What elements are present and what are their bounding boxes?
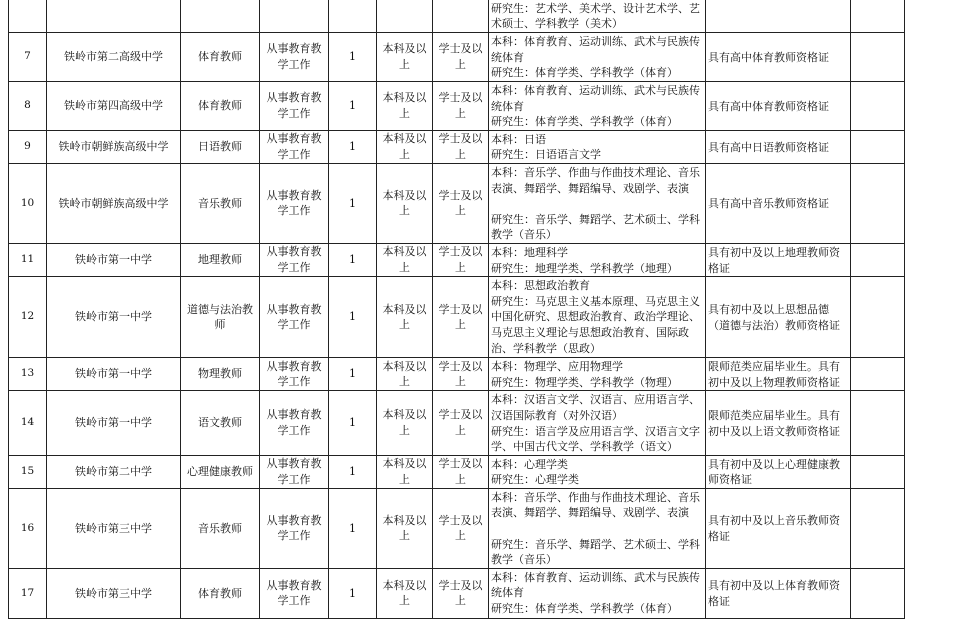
major-line: 研究生：日语语言文学 xyxy=(491,148,601,162)
major-line: 本科：心理学类 xyxy=(491,457,568,471)
major-cell xyxy=(489,568,706,618)
school-name: 铁岭市第一中学 xyxy=(47,358,181,391)
major-line: 研究生：音乐学、舞蹈学、艺术硕士、学科 xyxy=(491,537,700,551)
major-line: 术硕士、学科教学（美术） xyxy=(491,17,623,31)
requirement-cell: 具有高中音乐教师资格证 xyxy=(706,163,851,243)
education-requirement: 本科及以上 xyxy=(377,277,433,358)
major-line: 教学（音乐） xyxy=(491,553,557,567)
major-line: 研究生：心理学类 xyxy=(491,473,579,487)
degree-requirement: 学士及以上 xyxy=(433,243,489,276)
degree-requirement: 学士及以上 xyxy=(433,82,489,131)
position-name: 日语教师 xyxy=(181,130,260,163)
school-name: 铁岭市第一中学 xyxy=(47,243,181,276)
position-name: 音乐教师 xyxy=(181,163,260,243)
major-cell xyxy=(489,391,706,455)
row-number: 16 xyxy=(9,488,47,568)
duty-description: 从事教育教学工作 xyxy=(260,391,329,455)
major-line: 治、学科教学（思政） xyxy=(491,341,601,355)
row-number: 10 xyxy=(9,163,47,243)
position-name: 体育教师 xyxy=(181,33,260,82)
major-line: 研究生：马克思主义基本原理、马克思主义 xyxy=(491,294,700,308)
major-line: 研究生：音乐学、舞蹈学、艺术硕士、学科 xyxy=(491,212,700,226)
major-line: 研究生：语言学及应用语言学、汉语言文字 xyxy=(491,424,700,438)
duty-description: 从事教育教学工作 xyxy=(260,568,329,618)
remark-cell xyxy=(851,82,905,131)
education-requirement: 本科及以上 xyxy=(377,130,433,163)
remark-cell xyxy=(851,163,905,243)
hire-count: 1 xyxy=(329,130,377,163)
education-requirement: 本科及以上 xyxy=(377,568,433,618)
degree-requirement: 学士及以上 xyxy=(433,488,489,568)
major-line: 表演、舞蹈学、舞蹈编导、戏剧学、表演 xyxy=(491,506,689,520)
major-cell xyxy=(489,277,706,358)
requirement-cell: 具有高中体育教师资格证 xyxy=(706,82,851,131)
empty-cell xyxy=(377,0,433,33)
major-cell xyxy=(489,33,706,82)
table-row xyxy=(9,568,905,618)
table-row xyxy=(9,163,905,243)
empty-cell xyxy=(47,0,181,33)
requirement-cell: 限师范类应届毕业生。具有初中及以上物理教师资格证 xyxy=(706,358,851,391)
hire-count: 1 xyxy=(329,82,377,131)
school-name: 铁岭市朝鲜族高级中学 xyxy=(47,130,181,163)
major-line: 本科：体育教育、运动训练、武术与民族传 xyxy=(491,84,700,97)
row-number: 11 xyxy=(9,243,47,276)
table-row xyxy=(9,455,905,488)
table-row xyxy=(9,358,905,391)
major-cell xyxy=(489,488,706,568)
duty-description: 从事教育教学工作 xyxy=(260,455,329,488)
major-line: 研究生：物理学类、学科教学（物理） xyxy=(491,375,678,389)
hire-count: 1 xyxy=(329,391,377,455)
row-number: 8 xyxy=(9,82,47,131)
empty-cell xyxy=(329,0,377,33)
empty-cell xyxy=(433,0,489,33)
major-line: 统体育 xyxy=(491,586,524,600)
hire-count: 1 xyxy=(329,455,377,488)
position-name: 物理教师 xyxy=(181,358,260,391)
major-line: 研究生：体育学类、学科教学（体育） xyxy=(491,602,678,616)
position-name: 音乐教师 xyxy=(181,488,260,568)
remark-cell xyxy=(851,488,905,568)
school-name: 铁岭市第四高级中学 xyxy=(47,82,181,131)
remark-cell xyxy=(851,0,905,33)
major-line: 本科：体育教育、运动训练、武术与民族传 xyxy=(491,570,700,584)
education-requirement: 本科及以上 xyxy=(377,488,433,568)
degree-requirement: 学士及以上 xyxy=(433,358,489,391)
major-line: 表演、舞蹈学、舞蹈编导、戏剧学、表演 xyxy=(491,181,689,195)
major-line: 统体育 xyxy=(491,99,524,113)
major-line: 研究生：体育学类、学科教学（体育） xyxy=(491,66,678,80)
major-cell xyxy=(489,82,706,131)
degree-requirement: 学士及以上 xyxy=(433,33,489,82)
school-name: 铁岭市第一中学 xyxy=(47,391,181,455)
position-name: 道德与法治教师 xyxy=(181,277,260,358)
remark-cell xyxy=(851,33,905,82)
requirement-cell: 具有初中及以上音乐教师资格证 xyxy=(706,488,851,568)
hire-count: 1 xyxy=(329,163,377,243)
table-row xyxy=(9,243,905,276)
major-cell xyxy=(489,130,706,163)
hire-count: 1 xyxy=(329,243,377,276)
empty-cell xyxy=(181,0,260,33)
school-name: 铁岭市第二中学 xyxy=(47,455,181,488)
row-number: 12 xyxy=(9,277,47,358)
major-line: 马克思主义理论与思想政治教育、国际政 xyxy=(491,325,689,339)
major-line: 研究生：地理学类、学科教学（地理） xyxy=(491,261,678,275)
degree-requirement: 学士及以上 xyxy=(433,455,489,488)
row-number: 9 xyxy=(9,130,47,163)
empty-cell xyxy=(9,0,47,33)
school-name: 铁岭市第一中学 xyxy=(47,277,181,358)
education-requirement: 本科及以上 xyxy=(377,358,433,391)
major-cell xyxy=(489,358,706,391)
duty-description: 从事教育教学工作 xyxy=(260,130,329,163)
table-row xyxy=(9,391,905,455)
major-line: 本科：地理科学 xyxy=(491,245,568,259)
major-line xyxy=(491,521,703,537)
position-name: 心理健康教师 xyxy=(181,455,260,488)
requirement-cell xyxy=(706,0,851,33)
remark-cell xyxy=(851,243,905,276)
row-number: 13 xyxy=(9,358,47,391)
education-requirement: 本科及以上 xyxy=(377,33,433,82)
education-requirement: 本科及以上 xyxy=(377,82,433,131)
hire-count: 1 xyxy=(329,568,377,618)
duty-description: 从事教育教学工作 xyxy=(260,163,329,243)
requirement-cell: 具有初中及以上体育教师资格证 xyxy=(706,568,851,618)
position-name: 体育教师 xyxy=(181,568,260,618)
education-requirement: 本科及以上 xyxy=(377,243,433,276)
position-name: 体育教师 xyxy=(181,82,260,131)
major-line: 本科：音乐学、作曲与作曲技术理论、音乐 xyxy=(491,490,700,504)
major-cell xyxy=(489,163,706,243)
duty-description: 从事教育教学工作 xyxy=(260,82,329,131)
requirement-cell: 限师范类应届毕业生。具有初中及以上语文教师资格证 xyxy=(706,391,851,455)
recruitment-table xyxy=(8,0,905,619)
degree-requirement: 学士及以上 xyxy=(433,277,489,358)
major-line: 汉语国际教育（对外汉语） xyxy=(491,408,623,422)
major-line xyxy=(491,196,703,212)
row-number: 14 xyxy=(9,391,47,455)
education-requirement: 本科及以上 xyxy=(377,455,433,488)
table-row xyxy=(9,488,905,568)
major-line: 本科：物理学、应用物理学 xyxy=(491,360,623,374)
degree-requirement: 学士及以上 xyxy=(433,130,489,163)
school-name: 铁岭市第三中学 xyxy=(47,488,181,568)
major-cell xyxy=(489,455,706,488)
duty-description: 从事教育教学工作 xyxy=(260,277,329,358)
major-line: 统体育 xyxy=(491,50,524,64)
remark-cell xyxy=(851,455,905,488)
remark-cell xyxy=(851,391,905,455)
table-row xyxy=(9,33,905,82)
requirement-cell: 具有初中及以上地理教师资格证 xyxy=(706,243,851,276)
major-line: 本科：音乐学、作曲与作曲技术理论、音乐 xyxy=(491,165,700,179)
remark-cell xyxy=(851,358,905,391)
major-line: 本科：体育教育、运动训练、武术与民族传 xyxy=(491,35,700,48)
requirement-cell: 具有高中体育教师资格证 xyxy=(706,33,851,82)
major-line: 本科：汉语言文学、汉语言、应用语言学、 xyxy=(491,393,700,407)
table-row xyxy=(9,0,905,33)
requirement-cell: 具有高中日语教师资格证 xyxy=(706,130,851,163)
remark-cell xyxy=(851,277,905,358)
school-name: 铁岭市朝鲜族高级中学 xyxy=(47,163,181,243)
degree-requirement: 学士及以上 xyxy=(433,391,489,455)
duty-description: 从事教育教学工作 xyxy=(260,33,329,82)
table-row xyxy=(9,277,905,358)
position-name: 语文教师 xyxy=(181,391,260,455)
row-number: 15 xyxy=(9,455,47,488)
remark-cell xyxy=(851,568,905,618)
hire-count: 1 xyxy=(329,488,377,568)
row-number: 17 xyxy=(9,568,47,618)
education-requirement: 本科及以上 xyxy=(377,391,433,455)
row-number: 7 xyxy=(9,33,47,82)
hire-count: 1 xyxy=(329,358,377,391)
hire-count: 1 xyxy=(329,33,377,82)
hire-count: 1 xyxy=(329,277,377,358)
major-line: 研究生：体育学类、学科教学（体育） xyxy=(491,115,678,129)
requirement-cell: 具有初中及以上思想品德（道德与法治）教师资格证 xyxy=(706,277,851,358)
table-row xyxy=(9,130,905,163)
duty-description: 从事教育教学工作 xyxy=(260,358,329,391)
major-line: 研究生：艺术学、美术学、设计艺术学、艺 xyxy=(491,1,700,15)
requirement-cell: 具有初中及以上心理健康教师资格证 xyxy=(706,455,851,488)
degree-requirement: 学士及以上 xyxy=(433,163,489,243)
empty-cell xyxy=(260,0,329,33)
major-cell xyxy=(489,0,706,33)
school-name: 铁岭市第三中学 xyxy=(47,568,181,618)
position-name: 地理教师 xyxy=(181,243,260,276)
major-line: 教学（音乐） xyxy=(491,228,557,242)
degree-requirement: 学士及以上 xyxy=(433,568,489,618)
education-requirement: 本科及以上 xyxy=(377,163,433,243)
school-name: 铁岭市第二高级中学 xyxy=(47,33,181,82)
duty-description: 从事教育教学工作 xyxy=(260,243,329,276)
major-line: 本科：思想政治教育 xyxy=(491,279,590,293)
major-cell xyxy=(489,243,706,276)
major-line: 学、中国古代文学、学科教学（语文） xyxy=(491,440,678,454)
major-line: 本科：日语 xyxy=(491,132,546,146)
duty-description: 从事教育教学工作 xyxy=(260,488,329,568)
table-row xyxy=(9,82,905,131)
major-line: 中国化研究、思想政治教育、政治学理论、 xyxy=(491,310,700,324)
remark-cell xyxy=(851,130,905,163)
